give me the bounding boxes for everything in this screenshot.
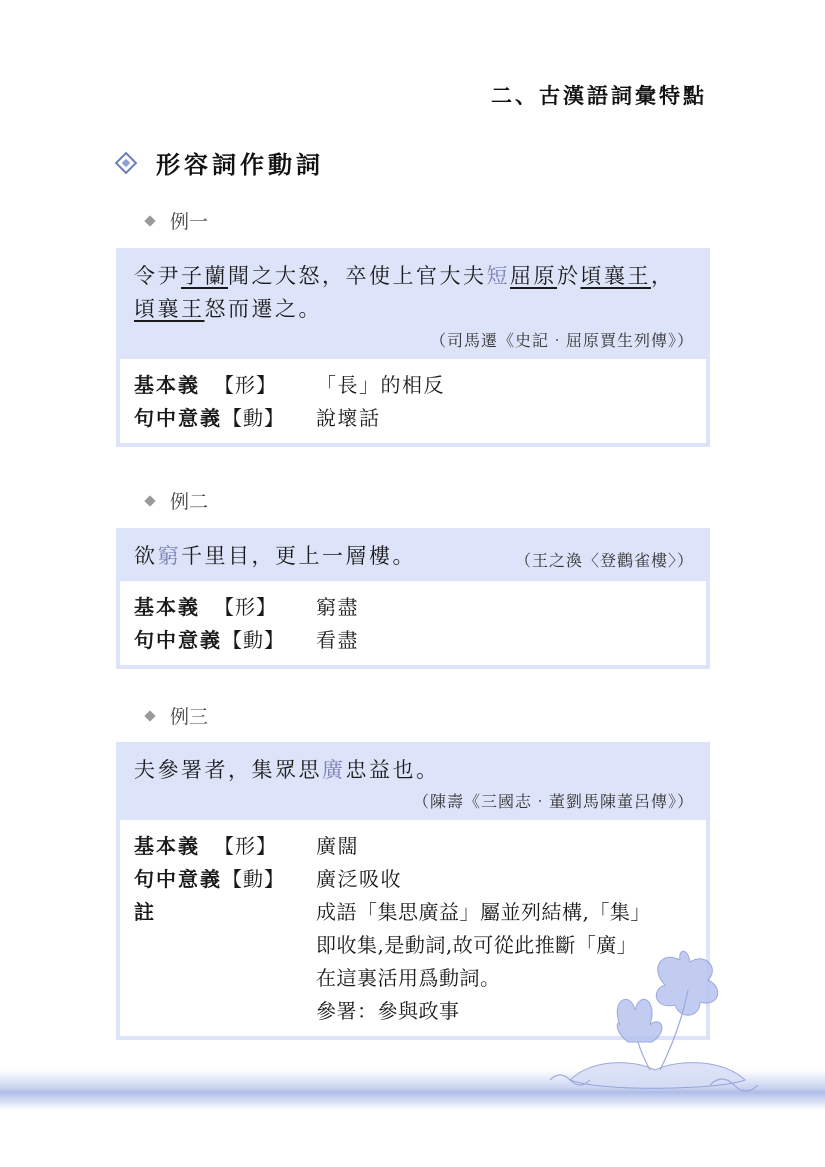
basic-meaning-row: 基本義 【形】 「長」的相反 (134, 373, 445, 397)
basic-meaning-row: 基本義 【形】 窮盡 (134, 595, 359, 619)
example-label (146, 702, 208, 729)
basic-meaning-row: 基本義 【形】 廣闊 (134, 834, 359, 858)
example-label (146, 487, 208, 514)
example-label (146, 207, 208, 234)
quote-area (116, 248, 710, 359)
lotus-decoration-icon (540, 930, 770, 1100)
quote-source: （王之渙〈登鸛雀樓〉） (514, 551, 694, 570)
context-meaning-row: 句中意義【動】 看盡 (134, 628, 359, 652)
diamond-bullet-icon (144, 710, 155, 721)
example-3-quote: 夫參署者，集眾思廣忠益也。 (134, 758, 440, 782)
highlighted-word: 窮 (157, 544, 181, 568)
diamond-bullet-icon (115, 151, 138, 174)
note-text: 成語「集思廣益」屬並列結構,「集」 即收集,是動詞,故可從此推斷「廣」 在這裏活用爲動詞。 參署：參與政事 (316, 900, 651, 1023)
highlighted-word: 廣 (322, 758, 346, 782)
context-meaning-row: 句中意義【動】 廣泛吸收 (134, 867, 402, 891)
note-row: 註 成語「集思廣益」屬並列結構,「集」 即收集,是動詞,故可從此推斷「廣」 在這裏活用爲動詞。 參署：參與政事 (134, 896, 692, 1028)
example-1-card (116, 248, 710, 447)
meaning-table (120, 581, 706, 665)
diamond-bullet-icon (144, 495, 155, 506)
section-heading (118, 145, 324, 180)
meaning-table (120, 359, 706, 443)
highlighted-word: 短 (486, 264, 510, 288)
example-2-quote: 欲窮千里目，更上一層樓。 （王之渙〈登鸛雀樓〉） (134, 540, 694, 573)
example-2-card (116, 528, 710, 669)
section-title: 形容詞作動詞 (156, 151, 324, 179)
quote-area (116, 528, 710, 581)
diamond-bullet-icon (144, 215, 155, 226)
quote-source: （司馬遷《史記‧屈原賈生列傳》） (429, 331, 694, 350)
example-1-label: 例一 (170, 211, 209, 233)
example-3-label: 例三 (170, 706, 209, 728)
page-header: 二、古漢語詞彙特點 (491, 84, 707, 108)
example-2-label: 例二 (170, 491, 209, 513)
example-1-quote: 令尹子蘭聞之大怒，卒使上官大夫短屈原於頃襄王，頃襄王怒而遷之。 (134, 264, 675, 321)
context-meaning-row: 句中意義【動】 說壞話 (134, 406, 381, 430)
quote-source: （陳壽《三國志‧董劉馬陳董呂傳》） (412, 792, 694, 811)
quote-area (116, 742, 710, 820)
